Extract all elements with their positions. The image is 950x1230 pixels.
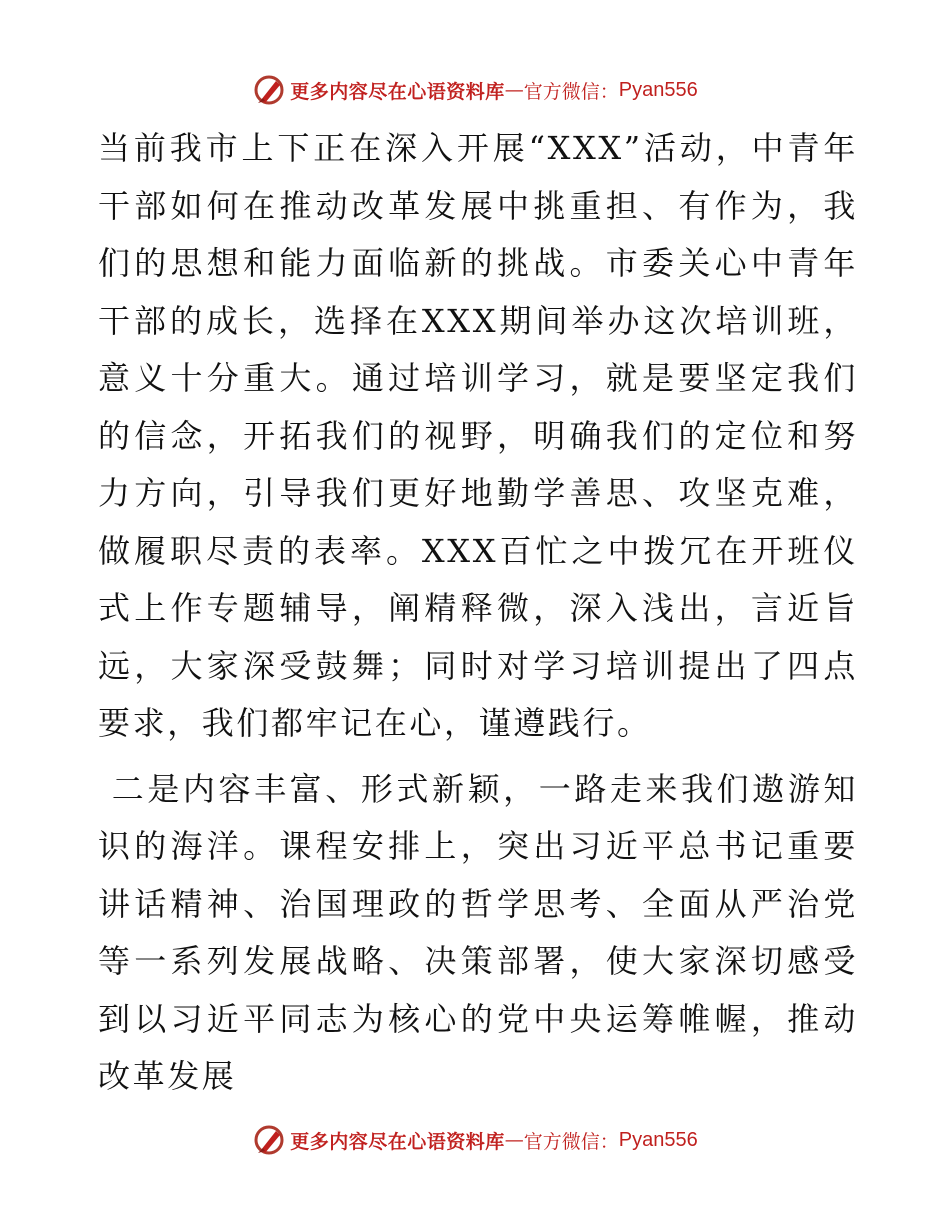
footer-banner [0, 1120, 950, 1160]
footer-banner-label: 官方微信： [523, 1130, 619, 1153]
pen-nib-circle-logo-icon [252, 73, 286, 107]
body-paragraph: 当前我市上下正在深入开展“XXX”活动，中青年干部如何在推动改革发展中挑重担、有作为，我们的思想和能力面临新的挑战。市委关心中青年干部的成长，选择在XXX期间举办这次培训班，意义十分重大。通过培训学习，就是要坚定我们的信念，开拓我们的视野，明确我们的定位和努力方向，引导我们更好地勤学善思、攻坚克难，做履职尽责的表率。XXX百忙之中拨冗在开班仪式上作专题辅导，阐精释微，深入浅出，言近旨远，大家深受鼓舞；同时对学习培训提出了四点要求，我们都牢记在心，谨遵践行。 [98, 129, 858, 742]
header-banner-text: 更多内容尽在心语资料库 [290, 80, 505, 103]
footer-banner-account: Pyan556 [618, 1128, 698, 1151]
header-banner-label: 官方微信： [523, 80, 619, 103]
body-paragraph: 二是内容丰富、形式新颖，一路走来我们遨游知识的海洋。课程安排上，突出习近平总书记重要讲话精神、治国理政的哲学思考、全面从严治党等一系列发展战略、决策部署，使大家深切感受到以习近平同志为核心的党中央运筹帷幄，推动改革发展 [98, 769, 858, 1095]
pen-nib-circle-logo-icon [252, 1123, 286, 1157]
footer-banner-separator: — [504, 1129, 524, 1151]
header-banner-separator: — [504, 79, 524, 101]
footer-banner-text: 更多内容尽在心语资料库 [290, 1130, 505, 1153]
header-banner [0, 70, 950, 110]
header-banner-account: Pyan556 [618, 78, 698, 101]
document-body [98, 120, 858, 1106]
